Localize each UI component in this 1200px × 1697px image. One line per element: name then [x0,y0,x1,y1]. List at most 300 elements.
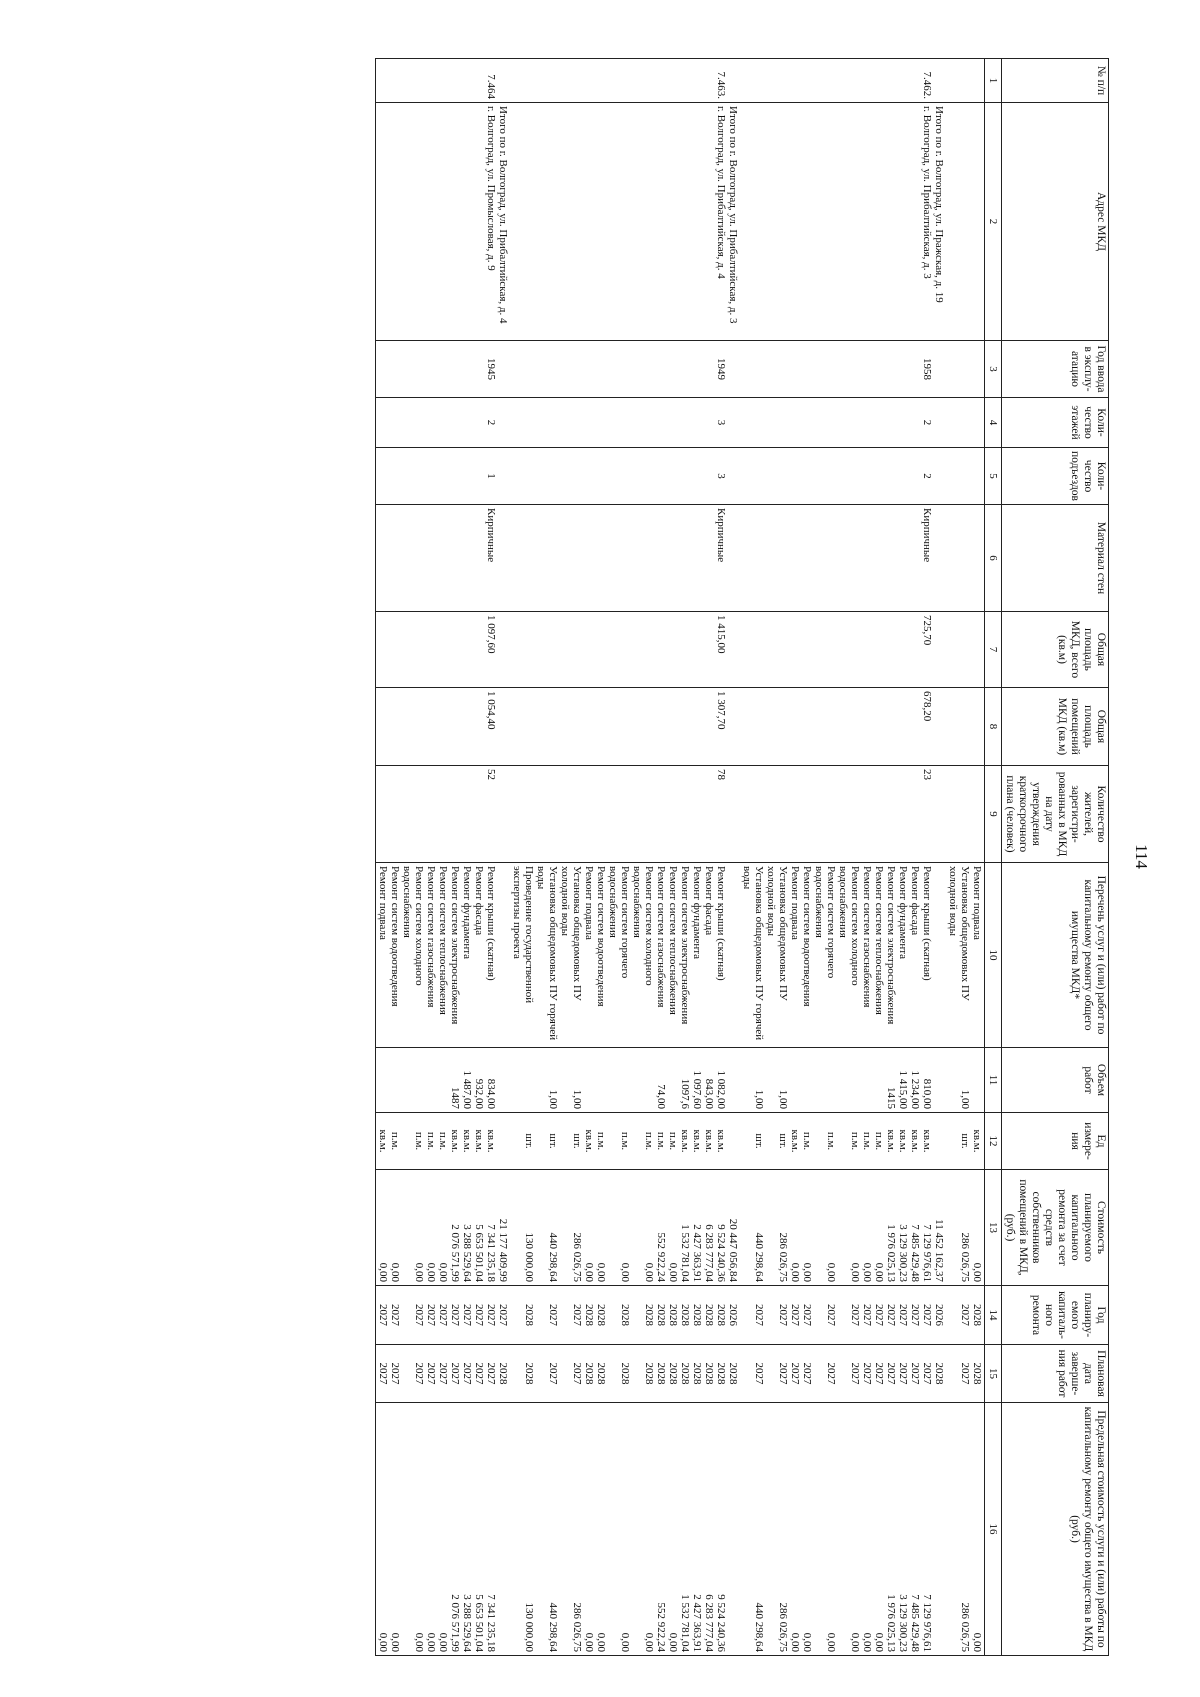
work-item: Ремонт фасада [909,866,921,936]
limit-cost-cell-total [497,1406,509,1652]
work-item: Ремонт фундамента [897,866,909,960]
column-index-address: 2 [985,103,1002,341]
limit-cost-cell-value: 130 000,00 [523,1602,535,1652]
end-date-cell-value: 2028 [583,1362,595,1385]
volume-cell [376,1048,511,1113]
column-header-num: № п/п [1002,59,1109,103]
entrances-cell-value: 3 [715,473,727,479]
unit-cell-value: шт. [753,1133,765,1149]
entrances-cell-value: 1 [485,473,497,479]
address-cell [376,103,511,341]
plan-year-cell-value: 2027 [389,1304,401,1326]
table-row [376,59,511,1656]
limit-cost-cell-value: 286 026,75 [571,1602,583,1652]
plan-year-cell-value: 2027 [959,1304,971,1326]
unit-cell-value: шт. [547,1133,559,1149]
page-number: 114 [1132,844,1151,869]
volume-cell-value: 1,00 [571,1089,583,1109]
residents-cell [510,766,740,863]
rooms-area-cell [510,688,740,766]
volume-cell-value: 1097,6 [679,1078,691,1109]
address-value: г. Волгоград, ул. Прибалтийская, д. 3 [921,106,933,279]
column-index-rooms_area: 8 [985,688,1002,766]
unit-cell-value: п.м. [825,1131,837,1151]
volume-cell-value: 810,00 [921,1078,933,1109]
volume-cell-value: 1487 [449,1087,461,1109]
cost-cell-value: 3 129 300,23 [897,1224,909,1282]
unit-cell-value: п.м. [643,1131,655,1151]
limit-cost-cell-value: 0,00 [849,1632,861,1652]
rooms-area-cell [740,688,946,766]
end-date-cell-value: 2028 [703,1362,715,1385]
total-label: Итого по г. Волгоград, ул. Прибалтийская, д. 3 [727,106,739,324]
cost-cell-value: 130 000,00 [523,1232,535,1282]
column-header-floors: Коли- чество этажей [1002,398,1109,448]
work-item: Ремонт систем горячего водоснабжения [813,866,837,979]
column-index-unit: 12 [985,1113,1002,1170]
volume-cell-value [583,1051,595,1109]
plan-year-cell-value: 2027 [437,1304,449,1326]
total-label: Итого по г. Волгоград, ул. Пражская, д. 19 [933,106,945,303]
work-item: Ремонт систем газоснабжения [655,866,667,1008]
unit-cell-total [727,1116,739,1166]
entrances-cell [510,448,740,505]
unit-cell-value: кв.м. [971,1129,983,1153]
limit-cost-cell-value: 0,00 [873,1632,885,1652]
column-header-plan_year: Год планиру- емого капиталь- ного ремонта [1002,1286,1109,1345]
end-date-cell-value: 2027 [777,1362,789,1385]
residents-cell-value: 23 [921,769,933,780]
plan-year-cell-total: 2026 [727,1304,739,1326]
unit-cell-value: п.м. [425,1131,437,1151]
work-item: Ремонт систем холодного водоснабжения [401,866,425,986]
cost-cell-value: 7 485 429,48 [909,1224,921,1282]
floors-cell [740,398,946,448]
cost-cell-value: 7 341 235,18 [485,1224,497,1282]
volume-cell-value: 1415 [885,1087,897,1109]
column-index-floors: 4 [985,398,1002,448]
unit-cell-value: кв.м. [485,1129,497,1153]
unit-cell-value: шт. [959,1133,971,1149]
cost-cell-total: 20 447 056,84 [727,1218,739,1282]
column-header-volume: Объем работ [1002,1048,1109,1113]
end-date-cell-value: 2027 [437,1362,449,1385]
rooms-area-cell-value: 1 054,40 [485,691,497,730]
volume-cell-value [801,1051,813,1109]
unit-cell [740,1113,946,1170]
end-date-cell-total: 2028 [497,1362,509,1385]
end-date-cell-value: 2028 [971,1362,983,1385]
limit-cost-cell-total [933,1406,945,1652]
end-date-cell-value: 2028 [679,1362,691,1385]
limit-cost-cell-value: 6 283 777,04 [703,1594,715,1652]
cost-cell-value: 2 427 363,91 [691,1224,703,1282]
end-date-cell-value: 2028 [523,1362,535,1385]
column-header-total_area: Общая площадь МКД, всего (кв.м) [1002,612,1109,688]
total-area-cell [376,612,511,688]
plan-year-cell-value: 2027 [897,1304,909,1326]
cost-cell-value: 286 026,75 [777,1232,789,1282]
floors-cell [376,398,511,448]
volume-cell-total [497,1051,509,1109]
column-index-num: 1 [985,59,1002,103]
unit-cell-value: п.м. [667,1131,679,1151]
limit-cost-cell-value: 1 532 781,04 [679,1594,691,1652]
volume-cell-value: 1 415,00 [897,1070,909,1109]
end-date-cell-value: 2027 [461,1362,473,1385]
unit-cell-value: кв.м. [473,1129,485,1153]
works-list [510,863,740,1048]
plan-year-cell-value: 2027 [571,1304,583,1326]
end-date-cell-value: 2027 [377,1362,389,1385]
column-header-year: Год ввода в эксплу- атацию [1002,341,1109,398]
end-date-cell-value: 2027 [485,1362,497,1385]
end-date-cell [740,1345,946,1403]
volume-cell-value [667,1051,679,1109]
volume-cell-value [837,1051,861,1109]
unit-cell-total [933,1116,945,1166]
year-cell [376,341,511,398]
column-header-wall: Материал стен [1002,505,1109,612]
volume-cell-total [727,1051,739,1109]
limit-cost-cell-value: 3 288 529,64 [461,1594,473,1652]
unit-cell-value: кв.м. [449,1129,461,1153]
end-date-cell-value: 2027 [825,1362,837,1385]
volume-cell-value [437,1051,449,1109]
end-date-cell-value: 2028 [595,1362,607,1385]
residents-cell [740,766,946,863]
limit-cost-cell-value: 7 129 976,61 [921,1594,933,1652]
work-item: Установка общедомовых ПУ горячей воды [741,866,765,1041]
unit-cell-value: кв.м. [583,1129,595,1153]
work-item: Ремонт систем электроснабжения [885,866,897,1025]
plan-year-cell-value: 2027 [801,1304,813,1326]
table-header [985,59,1109,1656]
work-item: Ремонт систем электроснабжения [679,866,691,1025]
row-number-value: 7.463. [715,71,727,99]
floors-cell [946,398,985,448]
end-date-cell-value: 2028 [643,1362,655,1385]
end-date-cell-value: 2027 [885,1362,897,1385]
cost-cell [510,1170,740,1286]
volume-cell-value [389,1051,401,1109]
plan-year-cell [946,1286,985,1345]
volume-cell-value: 1 234,00 [909,1070,921,1109]
end-date-cell-value: 2027 [389,1362,401,1385]
total-area-cell [946,612,985,688]
work-item: Ремонт крыши (скатная) [921,866,933,981]
entrances-cell [946,448,985,505]
unit-cell-value: кв.м. [691,1129,703,1153]
unit-cell-value: кв.м. [897,1129,909,1153]
unit-cell-value: п.м. [873,1131,885,1151]
work-item: Установка общедомовых ПУ горячей воды [535,866,559,1041]
work-item: Установка общедомовых ПУ холодной воды [765,866,789,1001]
column-index-plan_year: 14 [985,1286,1002,1345]
volume-cell-value: 932,00 [473,1078,485,1109]
work-item: Ремонт фундамента [691,866,703,960]
cost-cell [946,1170,985,1286]
cost-cell-value: 0,00 [425,1262,437,1282]
unit-cell-value: кв.м. [789,1129,801,1153]
volume-cell-value: 1,00 [959,1089,971,1109]
end-date-cell [376,1345,511,1403]
end-date-cell-value: 2027 [849,1362,861,1385]
limit-cost-cell-value: 0,00 [971,1632,983,1652]
plan-year-cell-value: 2027 [449,1304,461,1326]
plan-year-cell-value: 2027 [547,1304,559,1326]
unit-cell-value: кв.м. [679,1129,691,1153]
column-header-end_date: Плановая дата заверше- ния работ [1002,1345,1109,1403]
work-item: Ремонт систем горячего водоснабжения [607,866,631,979]
limit-cost-cell-value: 7 485 429,48 [909,1594,921,1652]
cost-cell-value: 0,00 [583,1262,595,1282]
volume-cell [946,1048,985,1113]
cost-cell-value: 0,00 [861,1262,873,1282]
unit-cell-value: кв.м. [909,1129,921,1153]
plan-year-cell [376,1286,511,1345]
unit-cell-value: п.м. [849,1131,861,1151]
volume-cell-value [631,1051,655,1109]
unit-cell-value: шт. [571,1133,583,1149]
end-date-cell-value: 2028 [715,1362,727,1385]
address-cell [510,103,740,341]
plan-year-cell-value: 2028 [715,1304,727,1326]
wall-material-cell [740,505,946,612]
unit-cell-value: кв.м. [377,1129,389,1153]
limit-cost-cell-value: 440 298,64 [547,1602,559,1652]
cost-cell-value: 1 532 781,04 [679,1224,691,1282]
limit-cost-cell-value: 0,00 [389,1632,401,1652]
unit-cell-value: кв.м. [703,1129,715,1153]
plan-year-cell-value: 2027 [485,1304,497,1326]
limit-cost-cell-value: 0,00 [437,1632,449,1652]
work-item: Ремонт систем электроснабжения [449,866,461,1025]
column-header-cost: Стоимость планируемого капитального ремонта за счет средств собственников помещений в МКД, (руб.) [1002,1170,1109,1286]
unit-cell-value: п.м. [655,1131,667,1151]
work-item: Ремонт фасада [703,866,715,936]
limit-cost-cell-value: 7 341 235,18 [485,1594,497,1652]
cost-cell-value: 440 298,64 [753,1232,765,1282]
unit-cell-total [497,1116,509,1166]
limit-cost-cell-value: 286 026,75 [959,1602,971,1652]
volume-cell-value [425,1051,437,1109]
column-header-rooms_area: Общая площадь помещений МКД (кв.м) [1002,688,1109,766]
limit-cost-cell [376,1403,511,1656]
year-cell [946,341,985,398]
plan-year-cell-value: 2027 [885,1304,897,1326]
column-header-entrances: Коли- чество подъездов [1002,448,1109,505]
column-index-cost: 13 [985,1170,1002,1286]
work-item: Ремонт фасада [473,866,485,936]
work-item: Ремонт фундамента [461,866,473,960]
wall-material-cell-value: Кирпичные [485,508,497,563]
rooms-area-cell [946,688,985,766]
row-number [376,59,511,103]
plan-year-cell-value: 2027 [753,1304,765,1326]
rooms-area-cell-value: 1 307,70 [715,691,727,730]
limit-cost-cell-value: 0,00 [377,1632,389,1652]
rooms-area-cell-value: 678,20 [921,691,933,722]
limit-cost-cell-value: 0,00 [583,1632,595,1652]
volume-cell-value: 834,00 [485,1078,497,1109]
residents-cell [946,766,985,863]
residents-cell [376,766,511,863]
cost-cell-value: 0,00 [413,1262,425,1282]
cost-cell-value: 0,00 [595,1262,607,1282]
entrances-cell-value: 2 [921,473,933,479]
unit-cell-value: п.м. [801,1131,813,1151]
work-item: Ремонт подвала [971,866,983,940]
unit-cell-value: п.м. [389,1131,401,1151]
column-index-year: 3 [985,341,1002,398]
limit-cost-cell-value: 286 026,75 [777,1602,789,1652]
cost-cell-value: 286 026,75 [571,1232,583,1282]
volume-cell-value [607,1051,631,1109]
limit-cost-cell-total [727,1406,739,1652]
end-date-cell-value: 2028 [667,1362,679,1385]
floors-cell-value: 2 [485,419,497,426]
unit-cell [376,1113,511,1170]
year-cell [740,341,946,398]
plan-year-cell-value: 2028 [643,1304,655,1326]
total-area-cell [510,612,740,688]
year-cell-value: 1958 [921,358,933,380]
row-number [510,59,740,103]
cost-cell-value: 6 283 777,04 [703,1224,715,1282]
limit-cost-cell-value: 0,00 [861,1632,873,1652]
work-item: Проведение государственной экспертизы проекта [511,866,535,1004]
work-item: Ремонт систем теплоснабжения [873,866,885,1015]
plan-year-cell-value: 2028 [971,1304,983,1326]
total-area-cell [740,612,946,688]
cost-cell-value: 0,00 [643,1262,655,1282]
end-date-cell-value: 2027 [449,1362,461,1385]
row-number [946,59,985,103]
cost-cell-value: 2 076 571,99 [449,1224,461,1282]
volume-cell-value: 74,00 [655,1084,667,1109]
wall-material-cell-value: Кирпичные [715,508,727,563]
end-date-cell [510,1345,740,1403]
work-item: Ремонт систем холодного водоснабжения [631,866,655,986]
unit-cell [510,1113,740,1170]
limit-cost-cell-value: 9 524 240,36 [715,1594,727,1652]
unit-cell-value: п.м. [861,1131,873,1151]
end-date-cell-value: 2027 [897,1362,909,1385]
total-label: Итого по г. Волгоград, ул. Прибалтийская, д. 4 [497,106,509,324]
column-index-entrances: 5 [985,448,1002,505]
plan-year-cell-value: 2027 [909,1304,921,1326]
work-item: Ремонт систем водоотведения [389,866,401,1007]
plan-year-cell-value: 2027 [861,1304,873,1326]
total-area-cell-value: 725,70 [921,615,933,646]
end-date-cell-value: 2027 [547,1362,559,1385]
volume-cell-value [971,1051,983,1109]
total-area-cell-value: 1 097,60 [485,615,497,654]
end-date-cell-value: 2027 [473,1362,485,1385]
limit-cost-cell [740,1403,946,1656]
limit-cost-cell-value: 0,00 [801,1632,813,1652]
unit-cell-value: кв.м. [715,1129,727,1153]
table-row [740,59,946,1656]
works-list [376,863,511,1048]
column-header-address: Адрес МКД [1002,103,1109,341]
work-item: Ремонт крыши (скатная) [715,866,727,981]
cost-cell-value: 7 129 976,61 [921,1224,933,1282]
plan-year-cell-value: 2028 [655,1304,667,1326]
end-date-cell-total: 2028 [933,1362,945,1385]
document-page [35,58,1151,1655]
cost-cell-value: 0,00 [789,1262,801,1282]
address-cell [740,103,946,341]
cost-cell-value: 0,00 [801,1262,813,1282]
unit-cell [946,1113,985,1170]
limit-cost-cell [510,1403,740,1656]
work-item: Установка общедомовых ПУ холодной воды [947,866,971,1001]
plan-year-cell-value: 2027 [461,1304,473,1326]
cost-cell-value: 5 653 501,04 [473,1224,485,1282]
residents-cell-value: 78 [715,769,727,780]
volume-cell-value [813,1051,837,1109]
plan-year-cell-value: 2028 [679,1304,691,1326]
cost-cell-value: 440 298,64 [547,1232,559,1282]
work-item: Ремонт систем холодного водоснабжения [837,866,861,986]
end-date-cell-value: 2027 [873,1362,885,1385]
limit-cost-cell-value: 1 976 025,13 [885,1594,897,1652]
column-header-works: Перечень услуг и (или) работ по капитальному ремонту общего имущества МКД* [1002,863,1109,1048]
column-index-wall: 6 [985,505,1002,612]
unit-cell-value: п.м. [619,1131,631,1151]
unit-cell-value: шт. [777,1133,789,1149]
volume-cell-value [789,1051,801,1109]
address-value: г. Волгоград, ул. Прибалтийская, д. 4 [715,106,727,279]
end-date-cell-value: 2027 [921,1362,933,1385]
column-index-works: 10 [985,863,1002,1048]
limit-cost-cell-value: 440 298,64 [753,1602,765,1652]
cost-cell-value: 0,00 [825,1262,837,1282]
work-item: Ремонт систем водоотведения [801,866,813,1007]
cost-cell-value: 0,00 [389,1262,401,1282]
plan-year-cell-value: 2027 [377,1304,389,1326]
plan-year-cell-value: 2028 [595,1304,607,1326]
unit-cell-value: кв.м. [461,1129,473,1153]
limit-cost-cell-value: 0,00 [619,1632,631,1652]
volume-cell-value [377,1051,389,1109]
column-index-limit_cost: 16 [985,1403,1002,1656]
table-row [510,59,740,1656]
column-header-limit_cost: Предельная стоимость услуги и (или) работы по капитальному ремонту общего имущества в МКД (руб.) [1002,1403,1109,1656]
unit-cell-value: п.м. [595,1131,607,1151]
residents-cell-value: 52 [485,769,497,780]
limit-cost-cell-value: 0,00 [425,1632,437,1652]
cost-cell-value: 286 026,75 [959,1232,971,1282]
capital-repair-table [375,58,1109,1656]
floors-cell [510,398,740,448]
end-date-cell-value: 2027 [753,1362,765,1385]
column-index-volume: 11 [985,1048,1002,1113]
work-item: Ремонт систем газоснабжения [861,866,873,1008]
plan-year-cell-value: 2027 [789,1304,801,1326]
unit-cell-value: п.м. [437,1131,449,1151]
end-date-cell-value: 2027 [413,1362,425,1385]
wall-material-cell-value: Кирпичные [921,508,933,563]
cost-cell-value: 0,00 [667,1262,679,1282]
work-item: Ремонт крыши (скатная) [485,866,497,981]
volume-cell-value: 1,00 [753,1089,765,1109]
plan-year-cell-value: 2028 [667,1304,679,1326]
end-date-cell-value: 2027 [789,1362,801,1385]
volume-cell-value: 1 487,00 [461,1070,473,1109]
